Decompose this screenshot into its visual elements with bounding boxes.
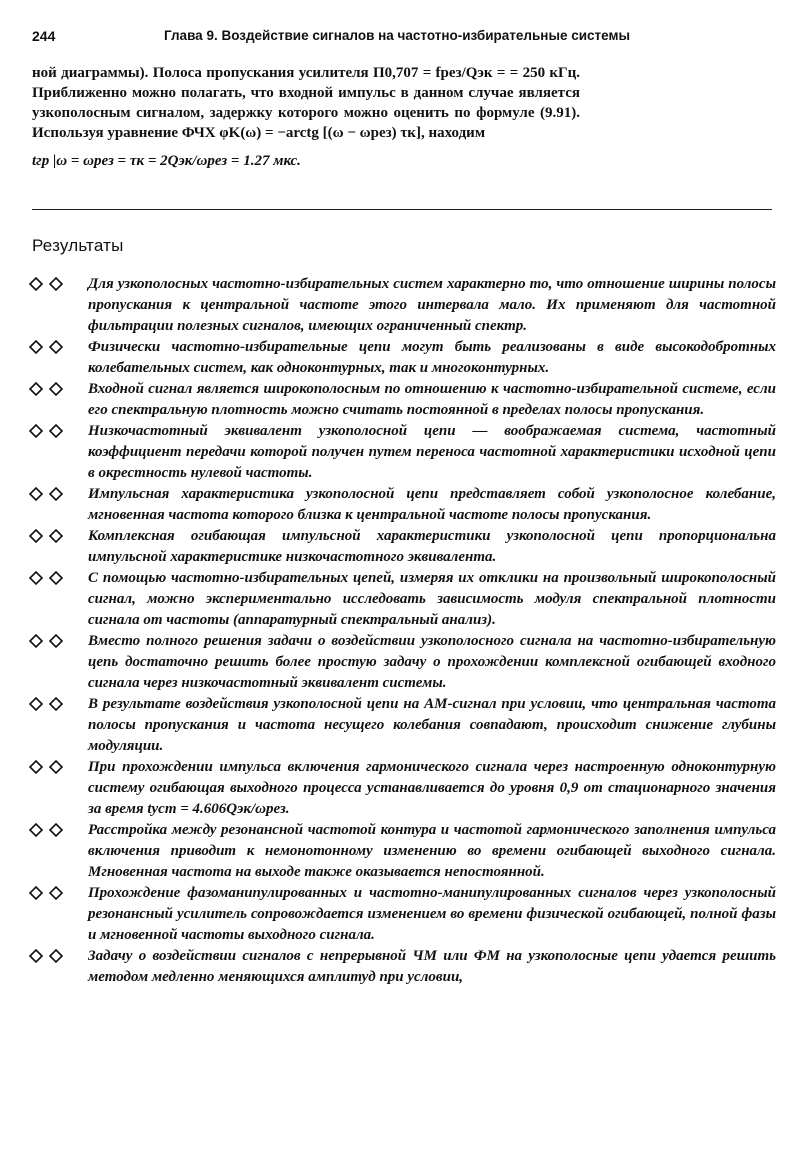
- result-text: Для узкополосных частотно-избирательных систем характерно то, что отношение ширины полосы пропускания к центральной частоте этого интервала мало. Их применяют для частотной фильтрации полезных сигналов, имеющих ограниченный спектр.: [88, 276, 776, 334]
- double-diamond-icon: [28, 570, 72, 586]
- result-item: [28, 820, 776, 883]
- result-item: [28, 568, 776, 631]
- group-delay-formula: tгр |ω = ωрез = τк = 2Qэк/ωрез = 1.27 мкс.: [32, 153, 301, 169]
- double-diamond-icon: [28, 528, 72, 544]
- result-item: [28, 337, 776, 379]
- result-text: При прохождении импульса включения гармонического сигнала через настроенную одноконтурную систему огибающая выходного процесса устанавливается до уровня 0,9 от стационарного значения за время tуст = 4.606Qэк/ωрез.: [88, 759, 776, 817]
- page-number: 244: [32, 28, 56, 44]
- result-item: [28, 946, 776, 988]
- double-diamond-icon: [28, 822, 72, 838]
- result-item: [28, 421, 776, 484]
- result-text: В результате воздействия узкополосной цепи на АМ-сигнал при условии, что центральная частота полосы пропускания и частота несущего колебания совпадают, происходит снижение глубины модуляции.: [88, 696, 776, 754]
- double-diamond-icon: [28, 948, 72, 964]
- result-item: [28, 631, 776, 694]
- result-text: Комплексная огибающая импульсной характеристики узкополосной цепи пропорциональна импульсной характеристике низкочастотного эквивалента.: [88, 528, 776, 565]
- double-diamond-icon: [28, 885, 72, 901]
- result-text: Физически частотно-избирательные цепи могут быть реализованы в виде высокодобротных колебательных систем, как одноконтурных, так и многоконтурных.: [88, 339, 776, 376]
- results-list: [28, 274, 776, 988]
- result-text: Низкочастотный эквивалент узкополосной цепи — воображаемая система, частотный коэффициент передачи которой получен путем переноса частотной характеристики исходной цепи в окрестность нулевой частоты.: [88, 423, 776, 481]
- result-item: [28, 526, 776, 568]
- double-diamond-icon: [28, 276, 72, 292]
- result-item: [28, 274, 776, 337]
- result-text: Прохождение фазоманипулированных и частотно-манипулированных сигналов через узкополосный резонансный усилитель сопровождается изменением во времени физической огибающей, полной фазы и мгновенной частоты выходного сигнала.: [88, 885, 776, 943]
- result-item: [28, 694, 776, 757]
- running-head: Глава 9. Воздействие сигналов на частотно-избирательные системы: [164, 28, 631, 43]
- double-diamond-icon: [28, 486, 72, 502]
- intro-text: ной диаграммы). Полоса пропускания усилителя П0,707 = fрез/Qэк = = 250 кГц. Приближенно можно полагать, что входной импульс в данном случае является узкополосным сигналом, задержку которого можно оценить по формуле (9.91). Используя уравнение ФЧХ φK(ω) = −arctg [(ω − ωрез) τк], находим: [32, 65, 580, 141]
- section-title: Результаты: [32, 236, 124, 255]
- result-text: Расстройка между резонансной частотой контура и частотой гармонического заполнения импульса включения приводит к немонотонному изменению во времени огибающей выходного сигнала. Мгновенная частота на выходе также оказывается непостоянной.: [88, 822, 776, 880]
- section-divider: [32, 209, 772, 210]
- result-item: [28, 484, 776, 526]
- double-diamond-icon: [28, 339, 72, 355]
- double-diamond-icon: [28, 696, 72, 712]
- result-text: Импульсная характеристика узкополосной цепи представляет собой узкополосное колебание, мгновенная частота которого близка к центральной частоте полосы пропускания.: [88, 486, 776, 523]
- result-text: С помощью частотно-избирательных цепей, измеряя их отклики на произвольный широкополосный сигнал, можно экспериментально исследовать зависимость модуля спектральной плотности сигнала от частоты (аппаратурный спектральный анализ).: [88, 570, 776, 628]
- double-diamond-icon: [28, 381, 72, 397]
- result-text: Вместо полного решения задачи о воздействии узкополосного сигнала на частотно-избирательную цепь достаточно решить более простую задачу о прохождении комплексной огибающей входного сигнала через низкочастотный эквивалент системы.: [88, 633, 776, 691]
- result-item: [28, 757, 776, 820]
- double-diamond-icon: [28, 423, 72, 439]
- double-diamond-icon: [28, 633, 72, 649]
- result-item: [28, 883, 776, 946]
- result-item: [28, 379, 776, 421]
- double-diamond-icon: [28, 759, 72, 775]
- result-text: Задачу о воздействии сигналов с непрерывной ЧМ или ФМ на узкополосные цепи удается решить методом медленно меняющихся амплитуд при условии,: [88, 948, 776, 985]
- result-text: Входной сигнал является широкополосным по отношению к частотно-избирательной системе, если его спектральную плотность можно считать постоянной в пределах полосы пропускания.: [88, 381, 776, 418]
- intro-paragraph: [32, 63, 580, 171]
